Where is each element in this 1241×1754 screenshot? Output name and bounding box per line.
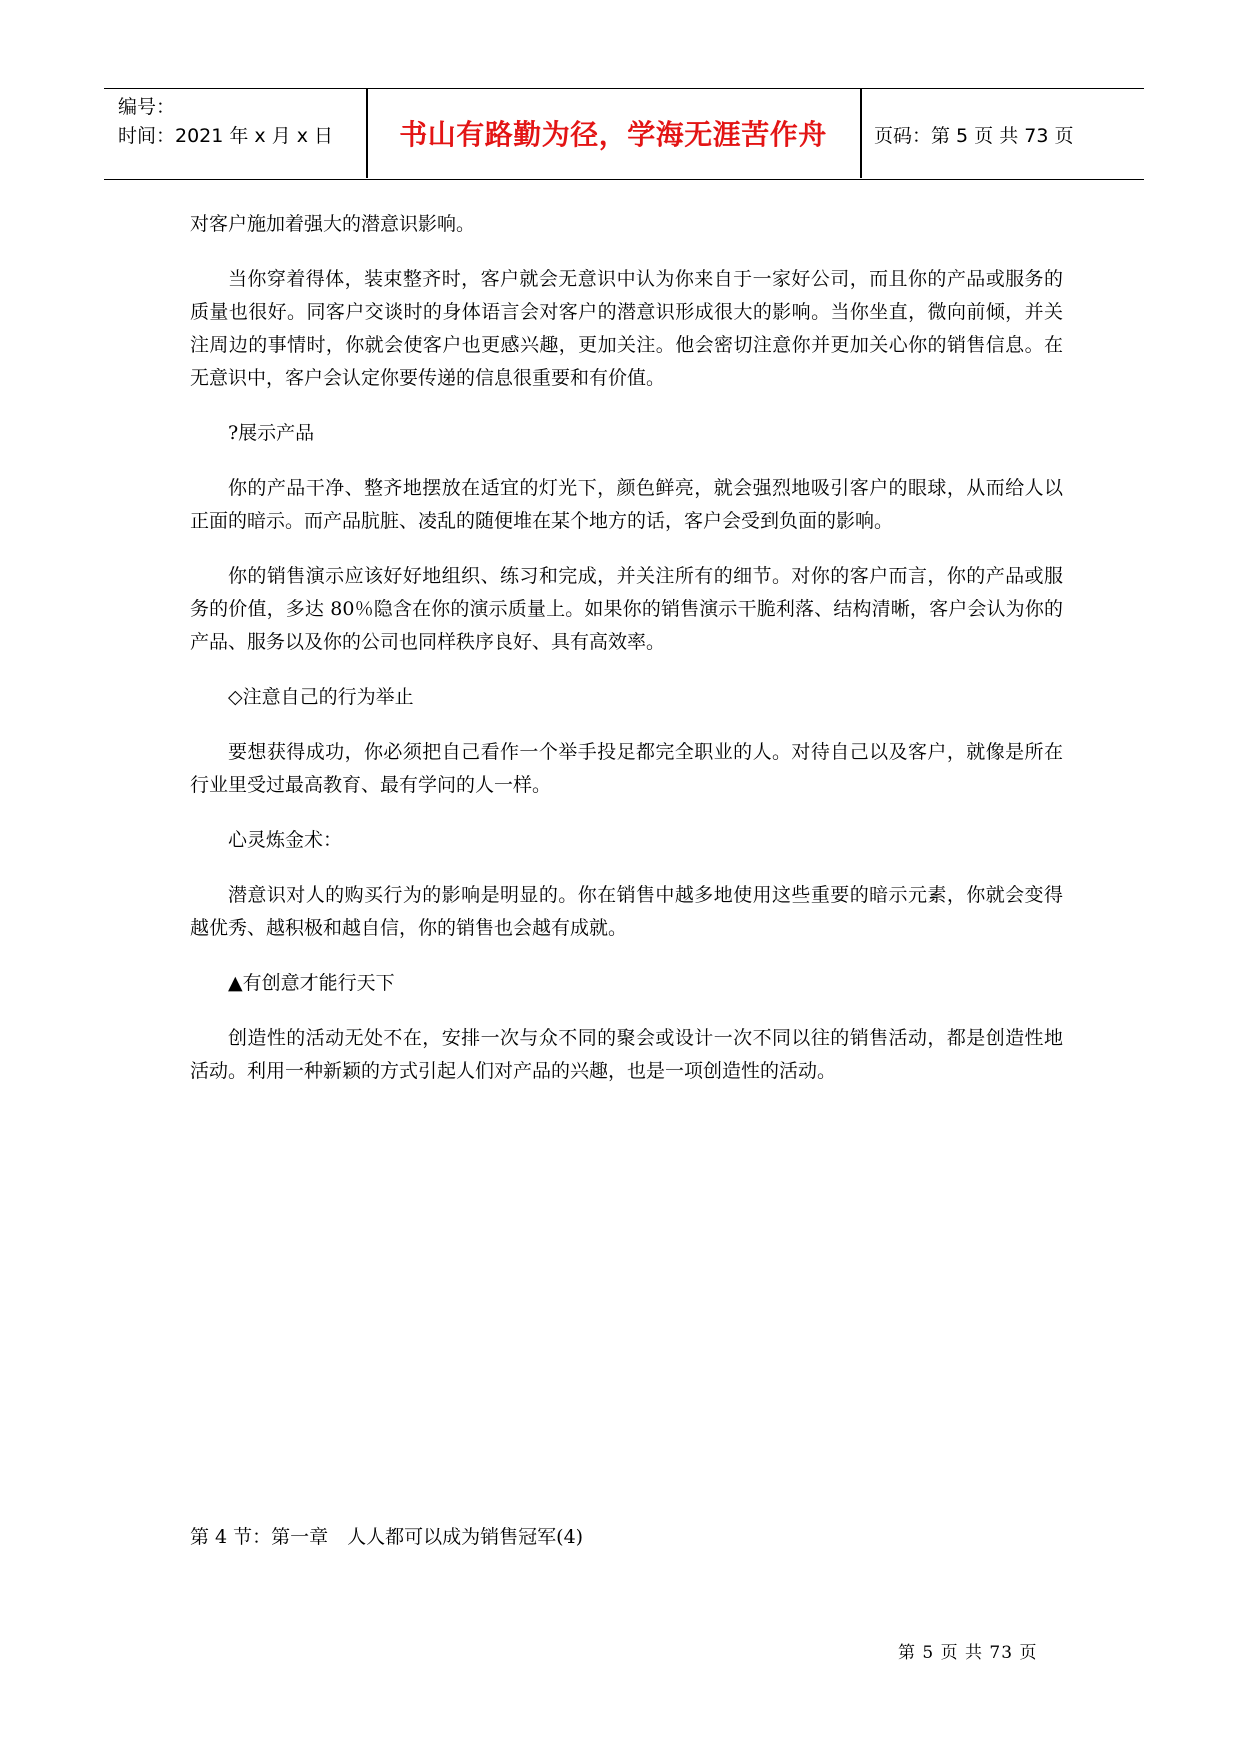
- section-title: 第 4 节：第一章 人人都可以成为销售冠军(4): [190, 1526, 584, 1548]
- paragraph: 你的销售演示应该好好地组织、练习和完成，并关注所有的细节。对你的客户而言，你的产品或服务的价值，多达 80％隐含在你的演示质量上。如果你的销售演示干脆利落、结构清晰，客户会认为你的产品、服务以及你的公司也同样秩序良好、具有高效率。: [190, 565, 1063, 653]
- section-heading: ▲有创意才能行天下: [228, 972, 395, 994]
- document-date-label: 时间：2021 年 x 月 x 日: [118, 125, 334, 147]
- paragraph: 要想获得成功，你必须把自己看作一个举手投足都完全职业的人。对待自己以及客户，就像是所在行业里受过最高教育、最有学问的人一样。: [190, 741, 1063, 796]
- paragraph: 你的产品干净、整齐地摆放在适宜的灯光下，颜色鲜亮，就会强烈地吸引客户的眼球，从而给人以正面的暗示。而产品肮脏、凌乱的随便堆在某个地方的话，客户会受到负面的影响。: [190, 477, 1063, 532]
- header-meta: [118, 93, 333, 151]
- page-number-footer: 第 5 页 共 73 页: [898, 1643, 1038, 1663]
- section-heading: 心灵炼金术：: [228, 829, 343, 851]
- header-divider-right: [860, 89, 862, 178]
- document-body: [190, 208, 1063, 1110]
- paragraph: 当你穿着得体，装束整齐时，客户就会无意识中认为你来自于一家好公司，而且你的产品或服务的质量也很好。同客户交谈时的身体语言会对客户的潜意识形成很大的影响。当你坐直，微向前倾，并关注周边的事情时，你就会使客户也更感兴趣，更加关注。他会密切注意你并更加关心你的销售信息。在无意识中，客户会认定你要传递的信息很重要和有价值。: [190, 268, 1063, 389]
- header-page-info: 页码：第 5 页 共 73 页: [874, 125, 1074, 147]
- header-motto: 书山有路勤为径，学海无涯苦作舟: [399, 118, 827, 151]
- paragraph: 潜意识对人的购买行为的影响是明显的。你在销售中越多地使用这些重要的暗示元素，你就会变得越优秀、越积极和越自信，你的销售也会越有成就。: [190, 884, 1063, 939]
- section-heading: ◇注意自己的行为举止: [228, 686, 414, 708]
- document-number-label: 编号：: [118, 96, 176, 118]
- page-header: [104, 88, 1144, 180]
- section-heading: ?展示产品: [228, 422, 315, 444]
- paragraph: 对客户施加着强大的潜意识影响。: [190, 213, 476, 235]
- paragraph: 创造性的活动无处不在，安排一次与众不同的聚会或设计一次不同以往的销售活动，都是创造性地活动。利用一种新颖的方式引起人们对产品的兴趣，也是一项创造性的活动。: [190, 1027, 1063, 1082]
